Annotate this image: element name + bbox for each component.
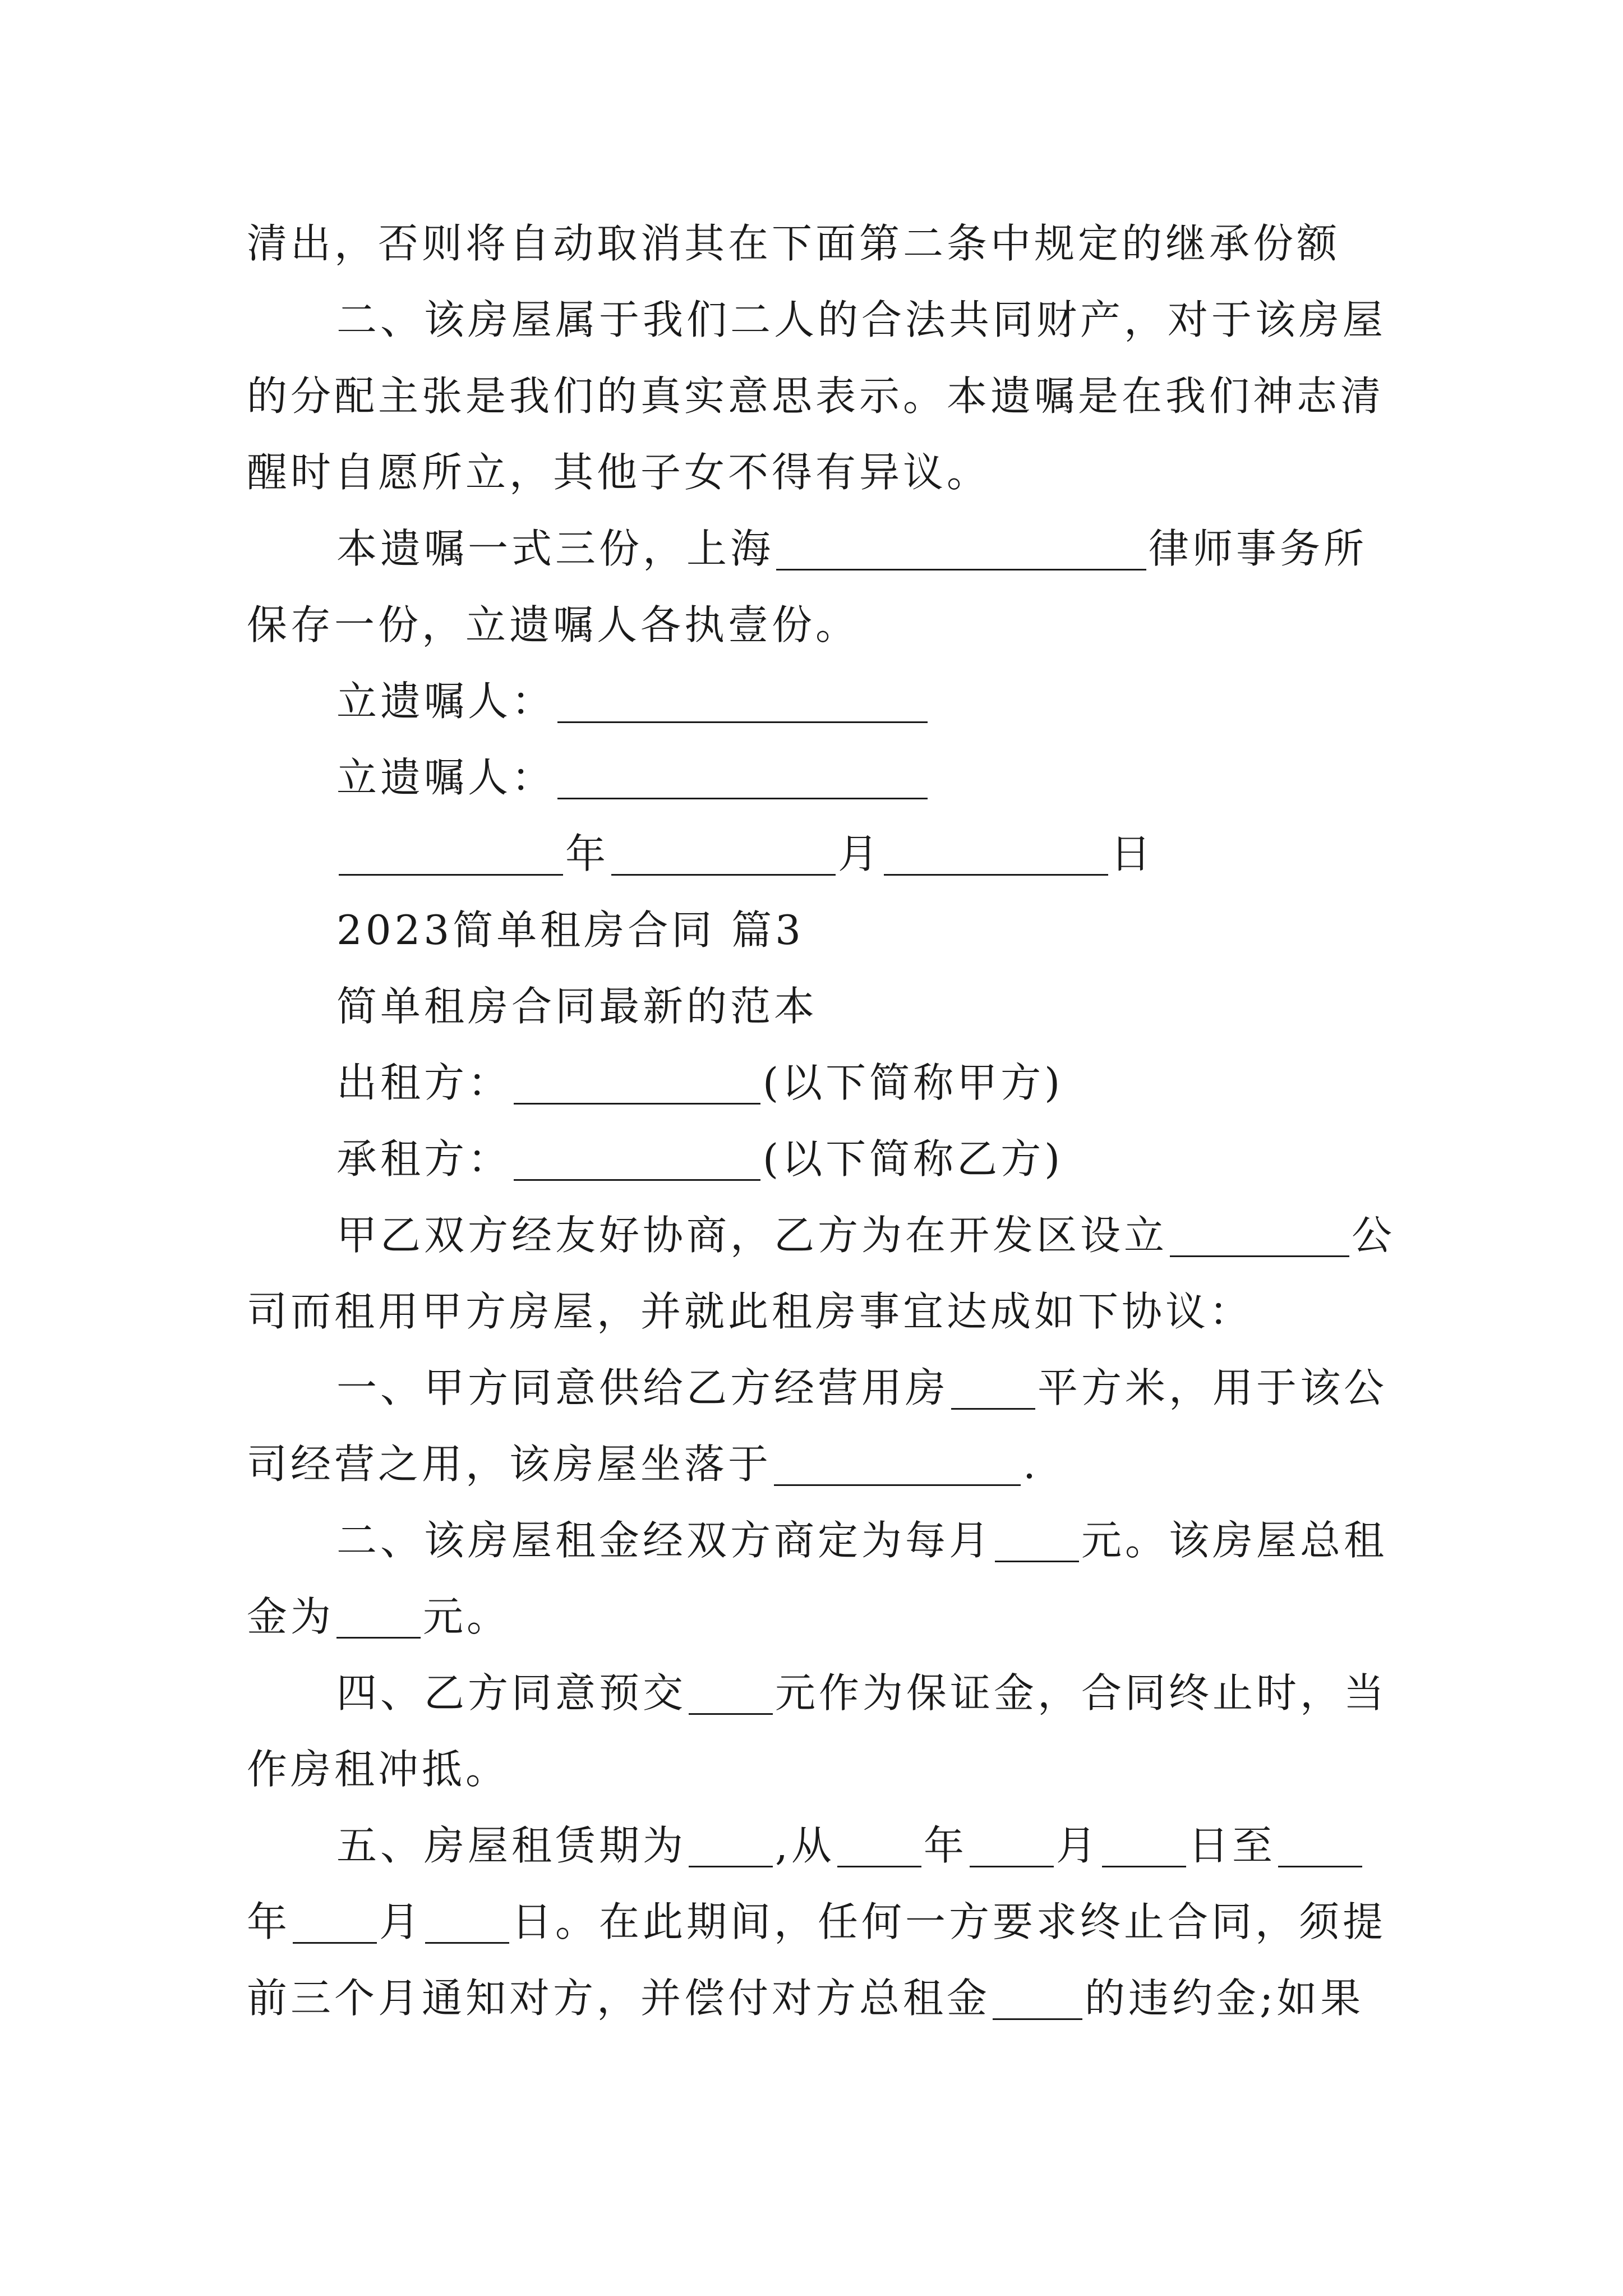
text-line	[247, 1964, 1391, 2032]
text-segment: 保存一份，立遗嘱人各执壹份。	[247, 601, 860, 648]
text-segment: 月	[1055, 1822, 1100, 1869]
signature-blank	[557, 758, 928, 799]
text-segment: 日。在此期间，任何一方要求终止合同，须提	[511, 1898, 1387, 1945]
fill-in-blank	[837, 1826, 921, 1867]
text-segment: (以下简称甲方)	[763, 1059, 1064, 1106]
text-segment: 作房租冲抵。	[247, 1746, 510, 1793]
text-segment: 月	[379, 1898, 423, 1945]
text-line	[247, 1888, 1391, 1955]
signature-blank	[557, 682, 928, 723]
section-heading	[336, 896, 1391, 964]
text-line	[247, 439, 1391, 506]
text-segment: 元作为保证金，合同终止时，当	[775, 1669, 1388, 1717]
text-segment: 醒时自愿所立，其他子女不得有异议。	[247, 449, 991, 496]
text-segment: 年	[923, 1822, 967, 1869]
fill-in-blank	[689, 1826, 773, 1867]
text-line	[247, 1278, 1391, 1345]
text-segment: 的违约金;如果	[1085, 1975, 1364, 2022]
party-blank	[514, 1064, 760, 1105]
fill-in-blank	[951, 1369, 1035, 1410]
text-segment: (以下简称乙方)	[763, 1135, 1064, 1182]
text-line	[336, 1659, 1391, 1727]
party-line	[336, 1125, 1391, 1193]
text-segment: ,从	[775, 1822, 835, 1869]
text-line	[247, 1583, 1391, 1650]
text-line	[247, 210, 1391, 277]
day-label: 日	[1110, 830, 1155, 877]
day-blank	[884, 835, 1108, 876]
signature-label: 立遗嘱人：	[336, 754, 556, 801]
text-segment: .	[1023, 1441, 1039, 1488]
year-label: 年	[565, 830, 610, 877]
fill-in-blank	[689, 1674, 773, 1715]
text-segment: 前三个月通知对方，并偿付对方总租金	[247, 1975, 991, 2022]
fill-in-blank	[1170, 1216, 1349, 1257]
text-line	[336, 286, 1391, 353]
text-segment: 年	[247, 1898, 291, 1945]
signature-line	[336, 668, 1391, 735]
text-segment: 四、乙方同意预交	[336, 1669, 687, 1717]
text-line	[336, 1507, 1391, 1574]
month-label: 月	[838, 830, 882, 877]
month-blank	[611, 835, 836, 876]
text-segment: 五、房屋租赁期为	[336, 1822, 687, 1869]
fill-in-blank	[993, 1979, 1082, 2020]
text-segment: 清出，否则将自动取消其在下面第二条中规定的继承份额	[247, 220, 1341, 267]
text-segment: 2023简单租房合同 篇3	[336, 907, 804, 954]
fill-in-blank	[1102, 1826, 1186, 1867]
text-segment: 一、甲方同意供给乙方经营用房	[336, 1364, 949, 1411]
year-blank	[339, 835, 563, 876]
fill-in-blank	[293, 1903, 377, 1944]
text-segment: 简单租房合同最新的范本	[336, 983, 818, 1030]
fill-in-blank	[1278, 1826, 1362, 1867]
text-line	[336, 1354, 1391, 1421]
text-segment: 公	[1352, 1212, 1396, 1259]
text-segment: 金为	[247, 1593, 335, 1640]
text-line	[247, 591, 1391, 659]
text-line	[336, 1812, 1391, 1879]
text-segment: 司而租用甲方房屋，并就此租房事宜达成如下协议：	[247, 1288, 1253, 1335]
text-segment: 本遗嘱一式三份，上海	[336, 525, 774, 572]
text-segment: 司经营之用，该房屋坐落于	[247, 1441, 772, 1488]
fill-in-blank	[970, 1826, 1054, 1867]
text-segment: 日至	[1188, 1822, 1276, 1869]
party-line	[336, 1049, 1391, 1116]
text-line	[247, 1430, 1391, 1498]
text-segment: 二、该房屋属于我们二人的合法共同财产，对于该房屋	[336, 296, 1387, 343]
text-line	[247, 1736, 1391, 1803]
fill-in-blank	[425, 1903, 509, 1944]
text-segment: 的分配主张是我们的真实意思表示。本遗嘱是在我们神志清	[247, 372, 1385, 420]
fill-in-blank	[776, 530, 1146, 570]
text-line	[247, 362, 1391, 430]
fill-in-blank	[774, 1445, 1021, 1486]
text-segment: 甲乙双方经友好协商，乙方为在开发区设立	[336, 1212, 1168, 1259]
text-segment: 二、该房屋租金经双方商定为每月	[336, 1517, 993, 1564]
text-segment: 平方米，用于该公	[1038, 1364, 1388, 1411]
text-segment: 元。该房屋总租	[1081, 1517, 1388, 1564]
text-segment: 元。	[423, 1593, 511, 1640]
date-line	[336, 820, 1391, 887]
party-blank	[514, 1140, 760, 1181]
signature-label: 立遗嘱人：	[336, 678, 556, 725]
text-line	[336, 1202, 1396, 1269]
text-line	[336, 515, 1391, 582]
contract-title	[336, 973, 1391, 1040]
fill-in-blank	[995, 1521, 1079, 1562]
fill-in-blank	[336, 1598, 421, 1639]
signature-line	[336, 744, 1391, 811]
party-label: 承租方：	[336, 1135, 512, 1182]
party-label: 出租方：	[336, 1059, 512, 1106]
text-segment: 律师事务所	[1149, 525, 1368, 572]
